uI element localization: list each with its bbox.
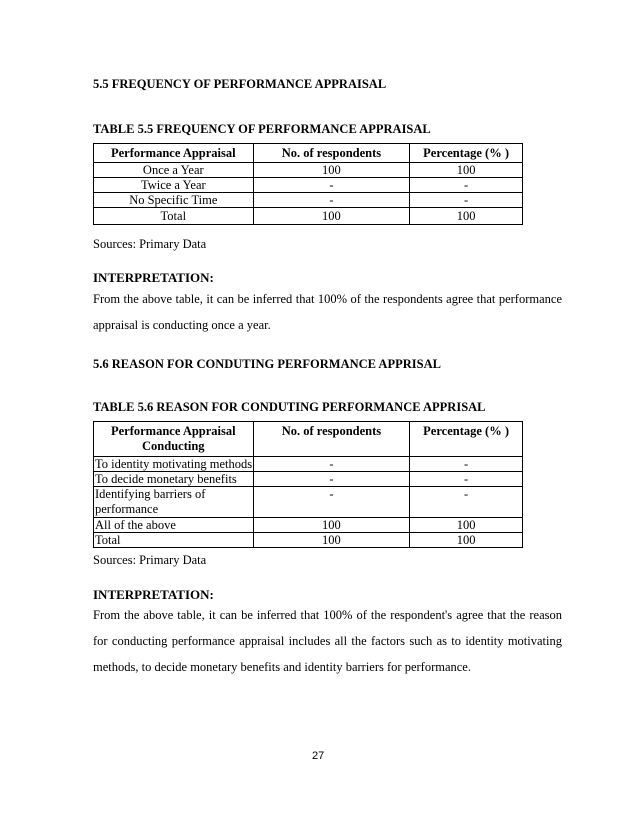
page-number: 27 bbox=[312, 750, 325, 762]
table-cell: Total bbox=[94, 533, 254, 548]
section-5-6-heading: 5.6 REASON FOR CONDUTING PERFORMANCE APPRISAL bbox=[93, 357, 441, 371]
table-cell: 100 bbox=[410, 518, 523, 533]
table-cell: - bbox=[253, 193, 410, 208]
text-line: From the above table, it can be inferred that 100% of the respondent's agree that the reason bbox=[93, 608, 562, 622]
table-cell bbox=[94, 487, 254, 518]
header-cell: No. of respondents bbox=[253, 422, 410, 457]
table-row-total bbox=[94, 533, 523, 548]
table-cell: - bbox=[253, 457, 410, 472]
text-line: for conducting performance appraisal includes all the factors such as to identity motivating bbox=[93, 634, 562, 648]
header-line: Performance Appraisal bbox=[110, 424, 236, 438]
table-cell: All of the above bbox=[94, 518, 254, 533]
table-cell: 100 bbox=[410, 163, 523, 178]
text-line: appraisal is conducting once a year. bbox=[93, 318, 271, 332]
table-row bbox=[94, 487, 523, 518]
header-cell: Percentage (% ) bbox=[410, 144, 523, 163]
table-header-row bbox=[94, 422, 523, 457]
cell-line: performance bbox=[95, 502, 159, 516]
table-row-total bbox=[94, 208, 523, 225]
section-5-5-heading: 5.5 FREQUENCY OF PERFORMANCE APPRAISAL bbox=[93, 77, 387, 91]
source-note-5-6: Sources: Primary Data bbox=[93, 553, 207, 567]
table-cell: Twice a Year bbox=[94, 178, 254, 193]
interpretation-text-5-5 bbox=[93, 286, 562, 338]
table-cell: 100 bbox=[410, 533, 523, 548]
header-cell: Percentage (% ) bbox=[410, 422, 523, 457]
table-cell: - bbox=[410, 457, 523, 472]
header-cell: Performance Appraisal bbox=[94, 144, 254, 163]
table-row bbox=[94, 163, 523, 178]
table-row bbox=[94, 178, 523, 193]
table-cell: - bbox=[410, 472, 523, 487]
table-cell: To decide monetary benefits bbox=[94, 472, 254, 487]
table-cell: 100 bbox=[253, 163, 410, 178]
table-cell: - bbox=[253, 178, 410, 193]
header-cell bbox=[94, 422, 254, 457]
cell-line: Identifying barriers of bbox=[95, 487, 206, 501]
source-note-5-5: Sources: Primary Data bbox=[93, 237, 207, 251]
table-cell: - bbox=[410, 178, 523, 193]
header-line: Conducting bbox=[142, 439, 205, 453]
table-5-6-caption: TABLE 5.6 REASON FOR CONDUTING PERFORMANCE APPRISAL bbox=[93, 400, 486, 414]
table-cell: 100 bbox=[253, 533, 410, 548]
table-cell: - bbox=[253, 487, 410, 518]
table-row bbox=[94, 193, 523, 208]
table-cell: Once a Year bbox=[94, 163, 254, 178]
table-cell: - bbox=[410, 193, 523, 208]
interpretation-title-5-5: INTERPRETATION: bbox=[93, 270, 214, 285]
table-cell: No Specific Time bbox=[94, 193, 254, 208]
table-cell: To identity motivating methods bbox=[95, 457, 253, 471]
header-cell: No. of respondents bbox=[253, 144, 410, 163]
table-cell: Total bbox=[94, 208, 254, 225]
table-cell: 100 bbox=[253, 518, 410, 533]
table-row bbox=[94, 472, 523, 487]
table-row bbox=[94, 457, 523, 472]
table-row bbox=[94, 518, 523, 533]
table-cell: 100 bbox=[253, 208, 410, 225]
table-cell: 100 bbox=[410, 208, 523, 225]
table-header-row bbox=[94, 144, 523, 163]
table-cell: - bbox=[410, 487, 523, 518]
text-line: methods, to decide monetary benefits and identity barriers for performance. bbox=[93, 660, 471, 674]
interpretation-title-5-6: INTERPRETATION: bbox=[93, 587, 214, 602]
table-5-5 bbox=[93, 143, 523, 225]
text-line: From the above table, it can be inferred that 100% of the respondents agree that performance bbox=[93, 292, 562, 306]
interpretation-text-5-6 bbox=[93, 602, 562, 680]
table-5-6 bbox=[93, 421, 523, 548]
table-5-5-caption: TABLE 5.5 FREQUENCY OF PERFORMANCE APPRAISAL bbox=[93, 122, 431, 136]
table-cell: - bbox=[253, 472, 410, 487]
